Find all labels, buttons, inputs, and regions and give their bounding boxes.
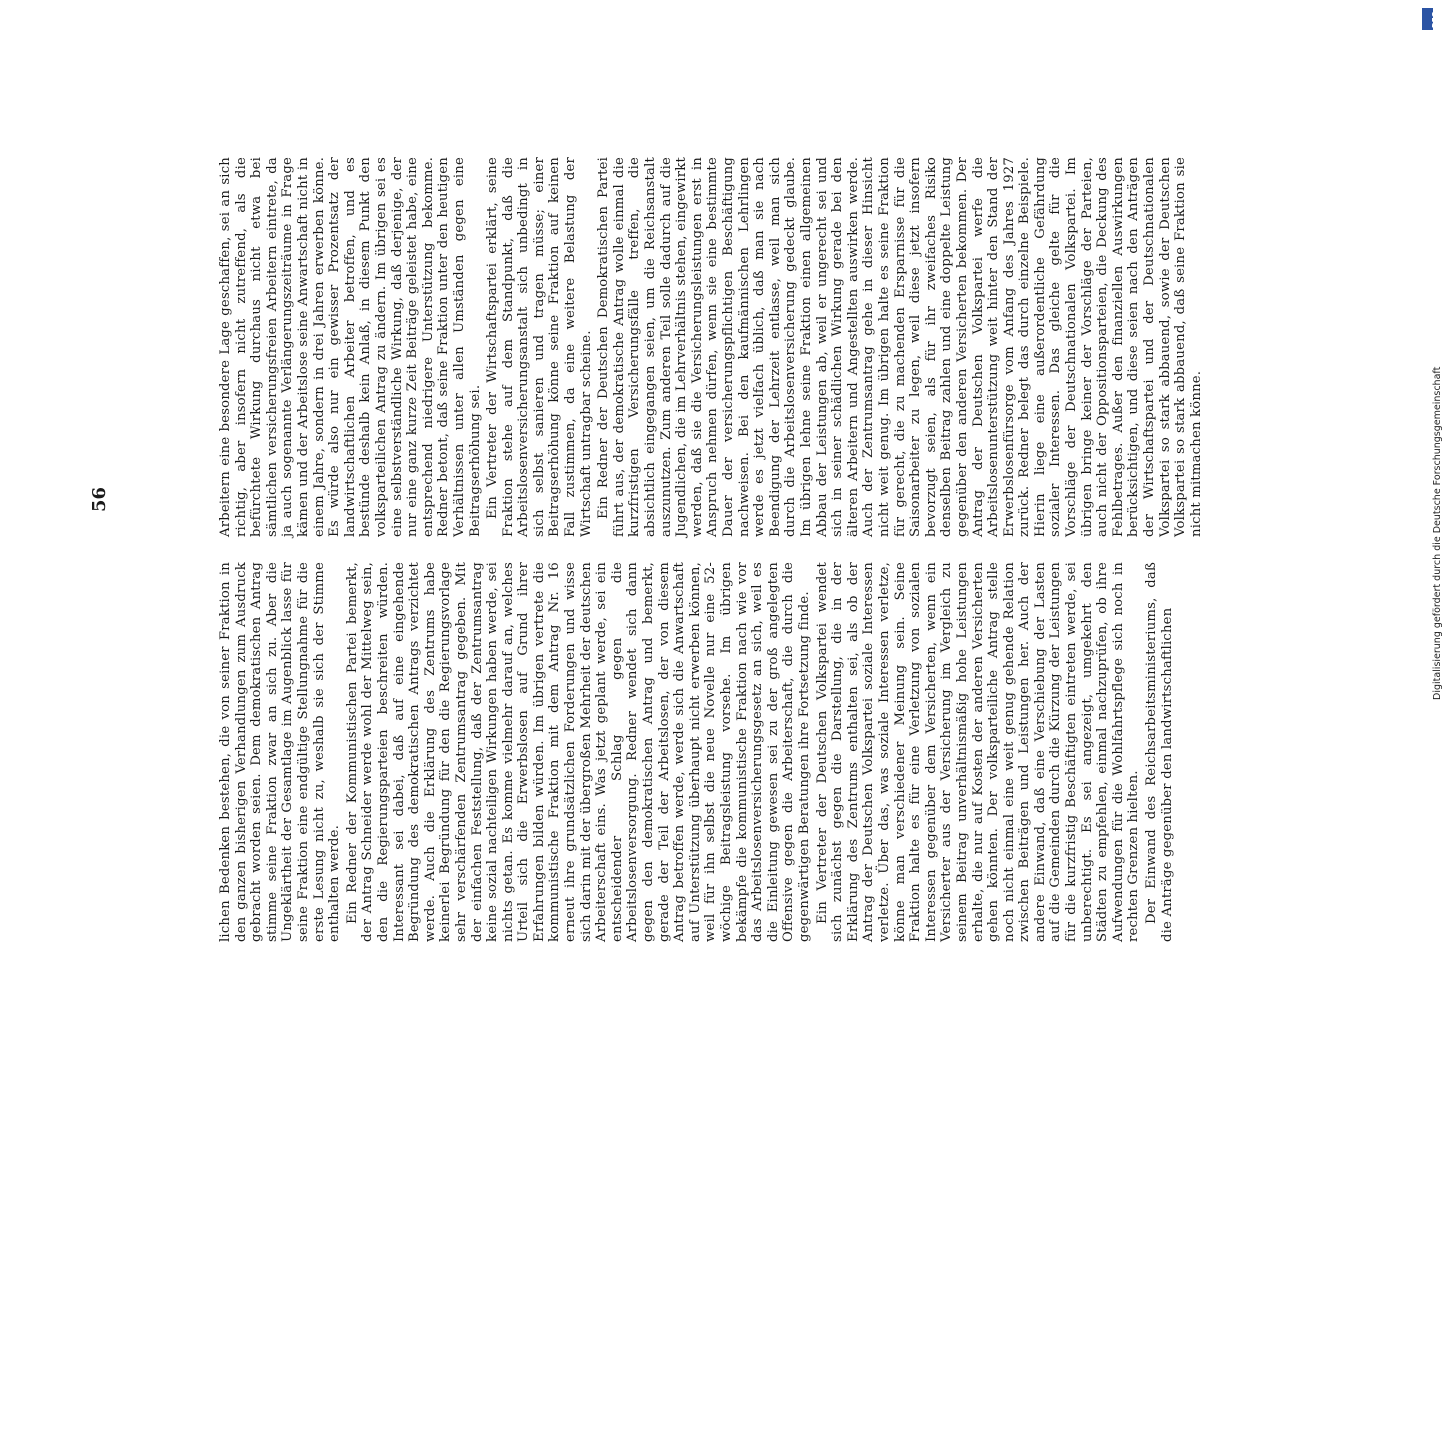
text-column-left bbox=[218, 562, 1177, 942]
paragraph: lichen Bedenken bestehen, die von seiner Fraktion in den ganzen bisherigen Verhandlungen zum Ausdruck gebracht worden seien. Dem demokratischen Antrag stimme seine Fraktion zwar an sich zu. Aber die Ungeklärtheit der Gesamtlage im Augenblick lasse für seine Fraktion eine endgültige Stellungnahme für die erste Lesung nicht zu, weshalb sie sich der Stimme enthalten werde. bbox=[218, 562, 343, 942]
paragraph: Ein Vertreter der Deutschen Volkspartei wendet sich zunächst gegen die Darstellung, die in der Erklärung des Zentrums enthalten sei, als ob der Antrag der Deutschen Volkspartei soziale Interessen verletze. Über das, was soziale Interessen verletze, könne man verschiedener Meinung sein. Seine Fraktion halte es für eine Verletzung von sozialen Interessen gegenüber dem Versicherten, wenn ein Versicherter aus der Versicherung im Vergleich zu seinem Beitrag unverhältnismäßig hohe Leistungen erhalte, die nur auf Kosten der anderen Versicherten gehen könnten. Der volksparteiliche Antrag stelle noch nicht einmal eine weit genug gehende Relation zwischen Beiträgen und Leistungen her. Auch der andere Einwand, daß eine Verschiebung der Lasten auf die Gemeinden durch die Kürzung der Leistungen für die kurzfristig Beschäftigten eintreten werde, sei unberechtigt. Es sei angezeigt, umgekehrt den Städten zu empfehlen, einmal nachzuprüfen, ob ihre Aufwendungen für die Wohlfahrtspflege sich noch in rechten Grenzen hielten. bbox=[814, 562, 1142, 942]
text-column-right bbox=[218, 157, 1206, 537]
digitization-credit-text: Digitalisierung gefördert durch die Deutsche Forschungsgemeinschaft bbox=[1432, 366, 1443, 700]
paragraph: Arbeitern eine besondere Lage geschaffen, sei an sich richtig, aber insofern nicht zutreffend, als die befürchtete Wirkung durchaus nicht etwa bei sämtlichen versicherungsfreien Arbeitern eintrete, da ja auch sogenannte Verlängerungszeiträume in Frage kämen und der Arbeitslose seine Anwartschaft nicht in einem Jahre, sondern in drei Jahren erwerben könne. Es würde also nur ein gewisser Prozentsatz der landwirtschaftlichen Arbeiter betroffen, und es bestünde deshalb kein Anlaß, in diesem Punkt den volksparteilichen Antrag zu ändern. Im übrigen sei es eine selbstverständliche Wirkung, daß derjenige, der nur eine ganz kurze Zeit Beiträge geleistet habe, eine entsprechend niedrigere Unterstützung bekomme. Redner betont, daß seine Fraktion unter den heutigen Verhältnissen unter allen Umständen gegen eine Beitragserhöhung sei. bbox=[218, 157, 483, 537]
paragraph: Ein Redner der Kommunistischen Partei bemerkt, der Antrag Schneider werde wohl der Mittelweg sein, den die Regierungsparteien beschreiten würden. Interessant sei dabei, daß auf eine eingehende Begründung des demokratischen Antrags verzichtet werde. Auch die Erklärung des Zentrums habe keinerlei Begründung für den die Regierungsvorlage sehr verschärfenden Zentrumsantrag gegeben. Mit der einfachen Feststellung, daß der Zentrumsantrag keine sozial nachteiligen Wirkungen haben werde, sei nichts getan. Es komme vielmehr darauf an, welches Urteil sich die Erwerbslosen auf Grund ihrer Erfahrungen bilden würden. Im übrigen vertrete die kommunistische Fraktion mit dem Antrag Nr. 16 erneut ihre grundsätzlichen Forderungen und wisse sich darin mit der übergroßen Mehrheit der deutschen Arbeiterschaft eins. Was jetzt geplant werde, sei ein entscheidender Schlag gegen die Arbeitslosenversorgung. Redner wendet sich dann gegen den demokratischen Antrag und bemerkt, gerade der Teil der Arbeitslosen, der von diesem Antrag betroffen werde, werde sich die Anwartschaft auf Unterstützung überhaupt nicht erwerben können, weil für ihn selbst die neue Novelle nur eine 52-wöchige Beitragsleistung vorsehe. Im übrigen bekämpfe die kommunistische Fraktion nach wie vor das Arbeitslosenversicherungsgesetz an sich, weil es die Einleitung gewesen sei zu der groß angelegten Offensive gegen die Arbeiterschaft, die durch die gegenwärtigen Beratungen ihre Fortsetzung finde. bbox=[344, 562, 812, 942]
rotated-page-content bbox=[218, 122, 1398, 942]
paragraph: Ein Redner der Deutschen Demokratischen Partei führt aus, der demokratische Antrag wolle einmal die kurzfristigen Versicherungsfälle treffen, die absichtlich eingegangen seien, um die Reichsanstalt auszunutzen. Zum anderen Teil solle dadurch auf die Jugendlichen, die im Lehrverhältnis stehen, eingewirkt werden, daß sie die Versicherungsleistungen erst in Anspruch nehmen dürfen, wenn sie eine bestimmte Dauer der versicherungspflichtigen Beschäftigung nachweisen. Bei den kaufmännischen Lehrlingen werde es jetzt vielfach üblich, daß man sie nach Beendigung der Lehrzeit entlasse, weil man sich durch die Arbeitslosenversicherung gedeckt glaube. Im übrigen lehne seine Fraktion einen allgemeinen Abbau der Leistungen ab, weil er ungerecht sei und sich in seiner schädlichen Wirkung gerade bei den älteren Arbeitern und Angestellten auswirken werde. Auch der Zentrumsantrag gehe in dieser Hinsicht nicht weit genug. Im übrigen halte es seine Fraktion für gerecht, die zu machenden Ersparnisse für die Saisonarbeiter zu legen, weil diese jetzt insofern bevorzugt seien, als für ihr zweifaches Risiko denselben Beitrag zahlen und eine doppelte Leistung gegenüber den anderen Versicherten bekommen. Der Antrag der Deutschen Volkspartei werfe die Arbeitslosenunterstützung weit hinter den Stand der Erwerbslosenfürsorge vom Anfang des Jahres 1927 zurück. Redner belegt das durch einzelne Beispiele. Hierin liege eine außerordentliche Gefährdung sozialer Interessen. Das gleiche gelte für die Vorschläge der Deutschnationalen Volkspartei. Im übrigen bringe keiner der Vorschläge der Parteien, auch nicht der Oppositionsparteien, die Deckung des Fehlbetrages. Außer den finanziellen Auswirkungen berücksichtigen, und diese seien nach den Anträgen der Wirtschaftspartei und der Deutschnationalen Volkspartei so stark abbauend, sowie der Deutschen Volkspartei so stark abbauend, daß seine Fraktion sie nicht mitmachen könne. bbox=[596, 157, 1204, 537]
dfg-logo-icon: DFG bbox=[1422, 8, 1433, 30]
paragraph: Ein Vertreter der Wirtschaftspartei erklärt, seine Fraktion stehe auf dem Standpunkt, daß die Arbeitslosenversicherungsanstalt sich unbedingt in sich selbst sanieren und tragen müsse; einer Beitragserhöhung könne seine Fraktion auf keinen Fall zustimmen, da eine weitere Belastung der Wirtschaft untragbar scheine. bbox=[485, 157, 594, 537]
page-number: 56 bbox=[89, 486, 110, 512]
paragraph: Der Einwand des Reichsarbeitsministeriums, daß die Anträge gegenüber den landwirtschaftlichen bbox=[1144, 562, 1175, 942]
